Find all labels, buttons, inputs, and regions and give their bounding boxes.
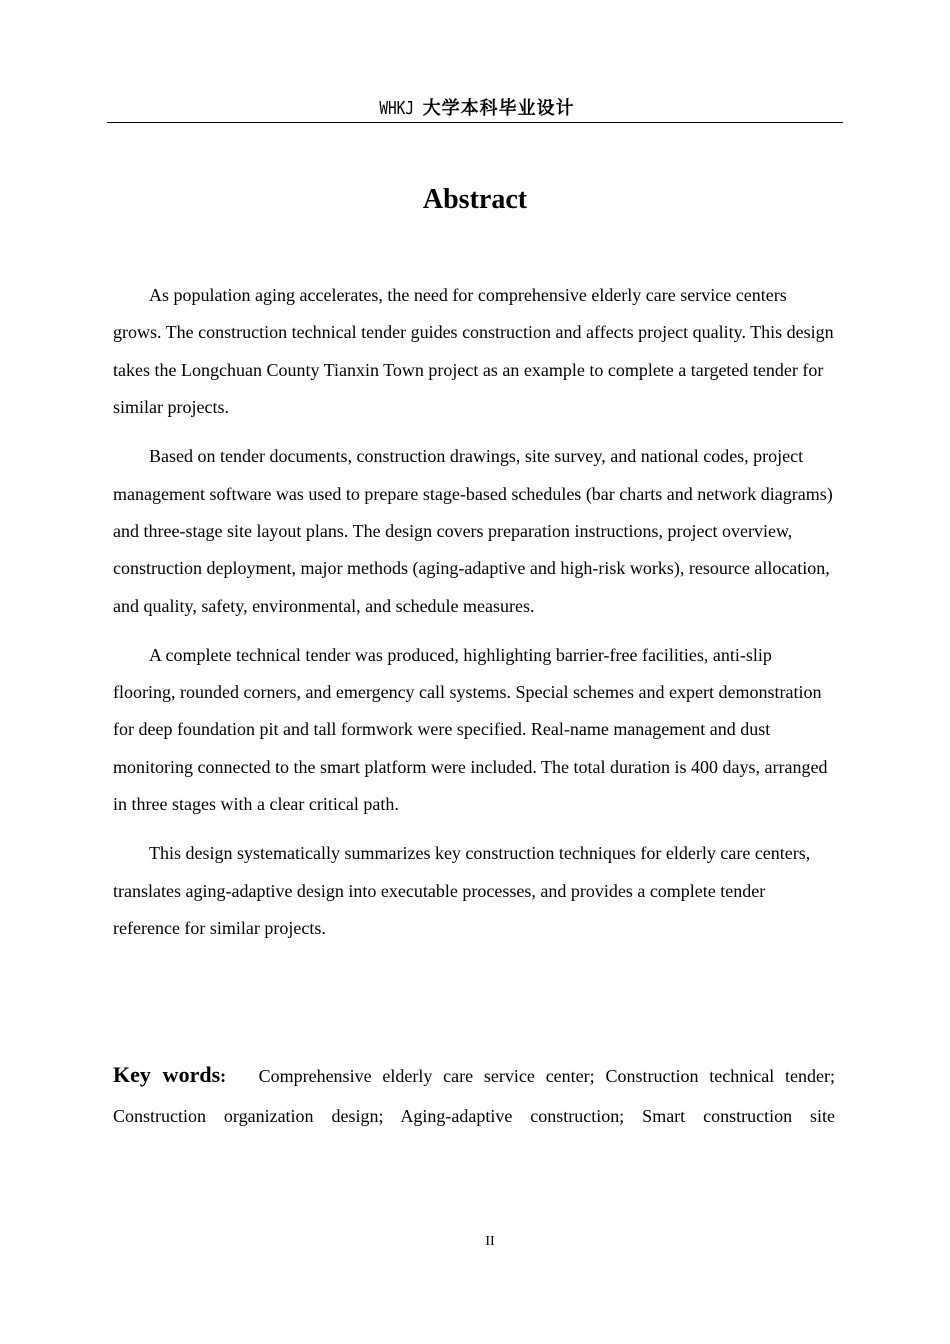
keywords-line-1	[113, 1055, 835, 1096]
header-chinese: 大学本科毕业设计	[422, 98, 575, 119]
abstract-title: Abstract	[422, 184, 528, 215]
keywords-line-2: Construction organization design; Aging-adaptive construction; Smart construction site	[113, 1106, 835, 1126]
keywords-section	[113, 1055, 835, 1136]
page-number: II	[485, 1234, 495, 1249]
keywords-colon: :	[220, 1066, 227, 1086]
header-latin: WHKJ	[379, 98, 415, 119]
abstract-paragraph: Based on tender documents, construction drawings, site survey, and national codes, project management software was used to prepare stage-based schedules (bar charts and network diagrams) and three-stage site layout plans. The design covers preparation instructions, project overview, construction deployment, major methods (aging-adaptive and high-risk works), resource allocation, and quality, safety, environmental, and schedule measures.	[113, 446, 833, 616]
keywords-label: Key words	[113, 1062, 221, 1087]
keywords-text-1: Comprehensive elderly care service center; Construction technical tender;	[258, 1066, 836, 1086]
abstract-body	[113, 277, 835, 959]
abstract-paragraph: A complete technical tender was produced, highlighting barrier-free facilities, anti-slip flooring, rounded corners, and emergency call systems. Special schemes and expert demonstration for deep foundation pit and tall formwork were specified. Real-name management and dust monitoring connected to the smart platform were included. The total duration is 400 days, arranged in three stages with a clear critical path.	[113, 644, 828, 815]
abstract-paragraph: This design systematically summarizes key construction techniques for elderly care centers, translates aging-adaptive design into executable processes, and provides a complete tender reference for similar projects.	[113, 843, 811, 938]
page-header	[107, 96, 843, 123]
abstract-paragraph: As population aging accelerates, the need for comprehensive elderly care service centers grows. The construction technical tender guides construction and affects project quality. This design takes the Longchuan County Tianxin Town project as an example to complete a targeted tender for similar projects.	[113, 285, 834, 418]
